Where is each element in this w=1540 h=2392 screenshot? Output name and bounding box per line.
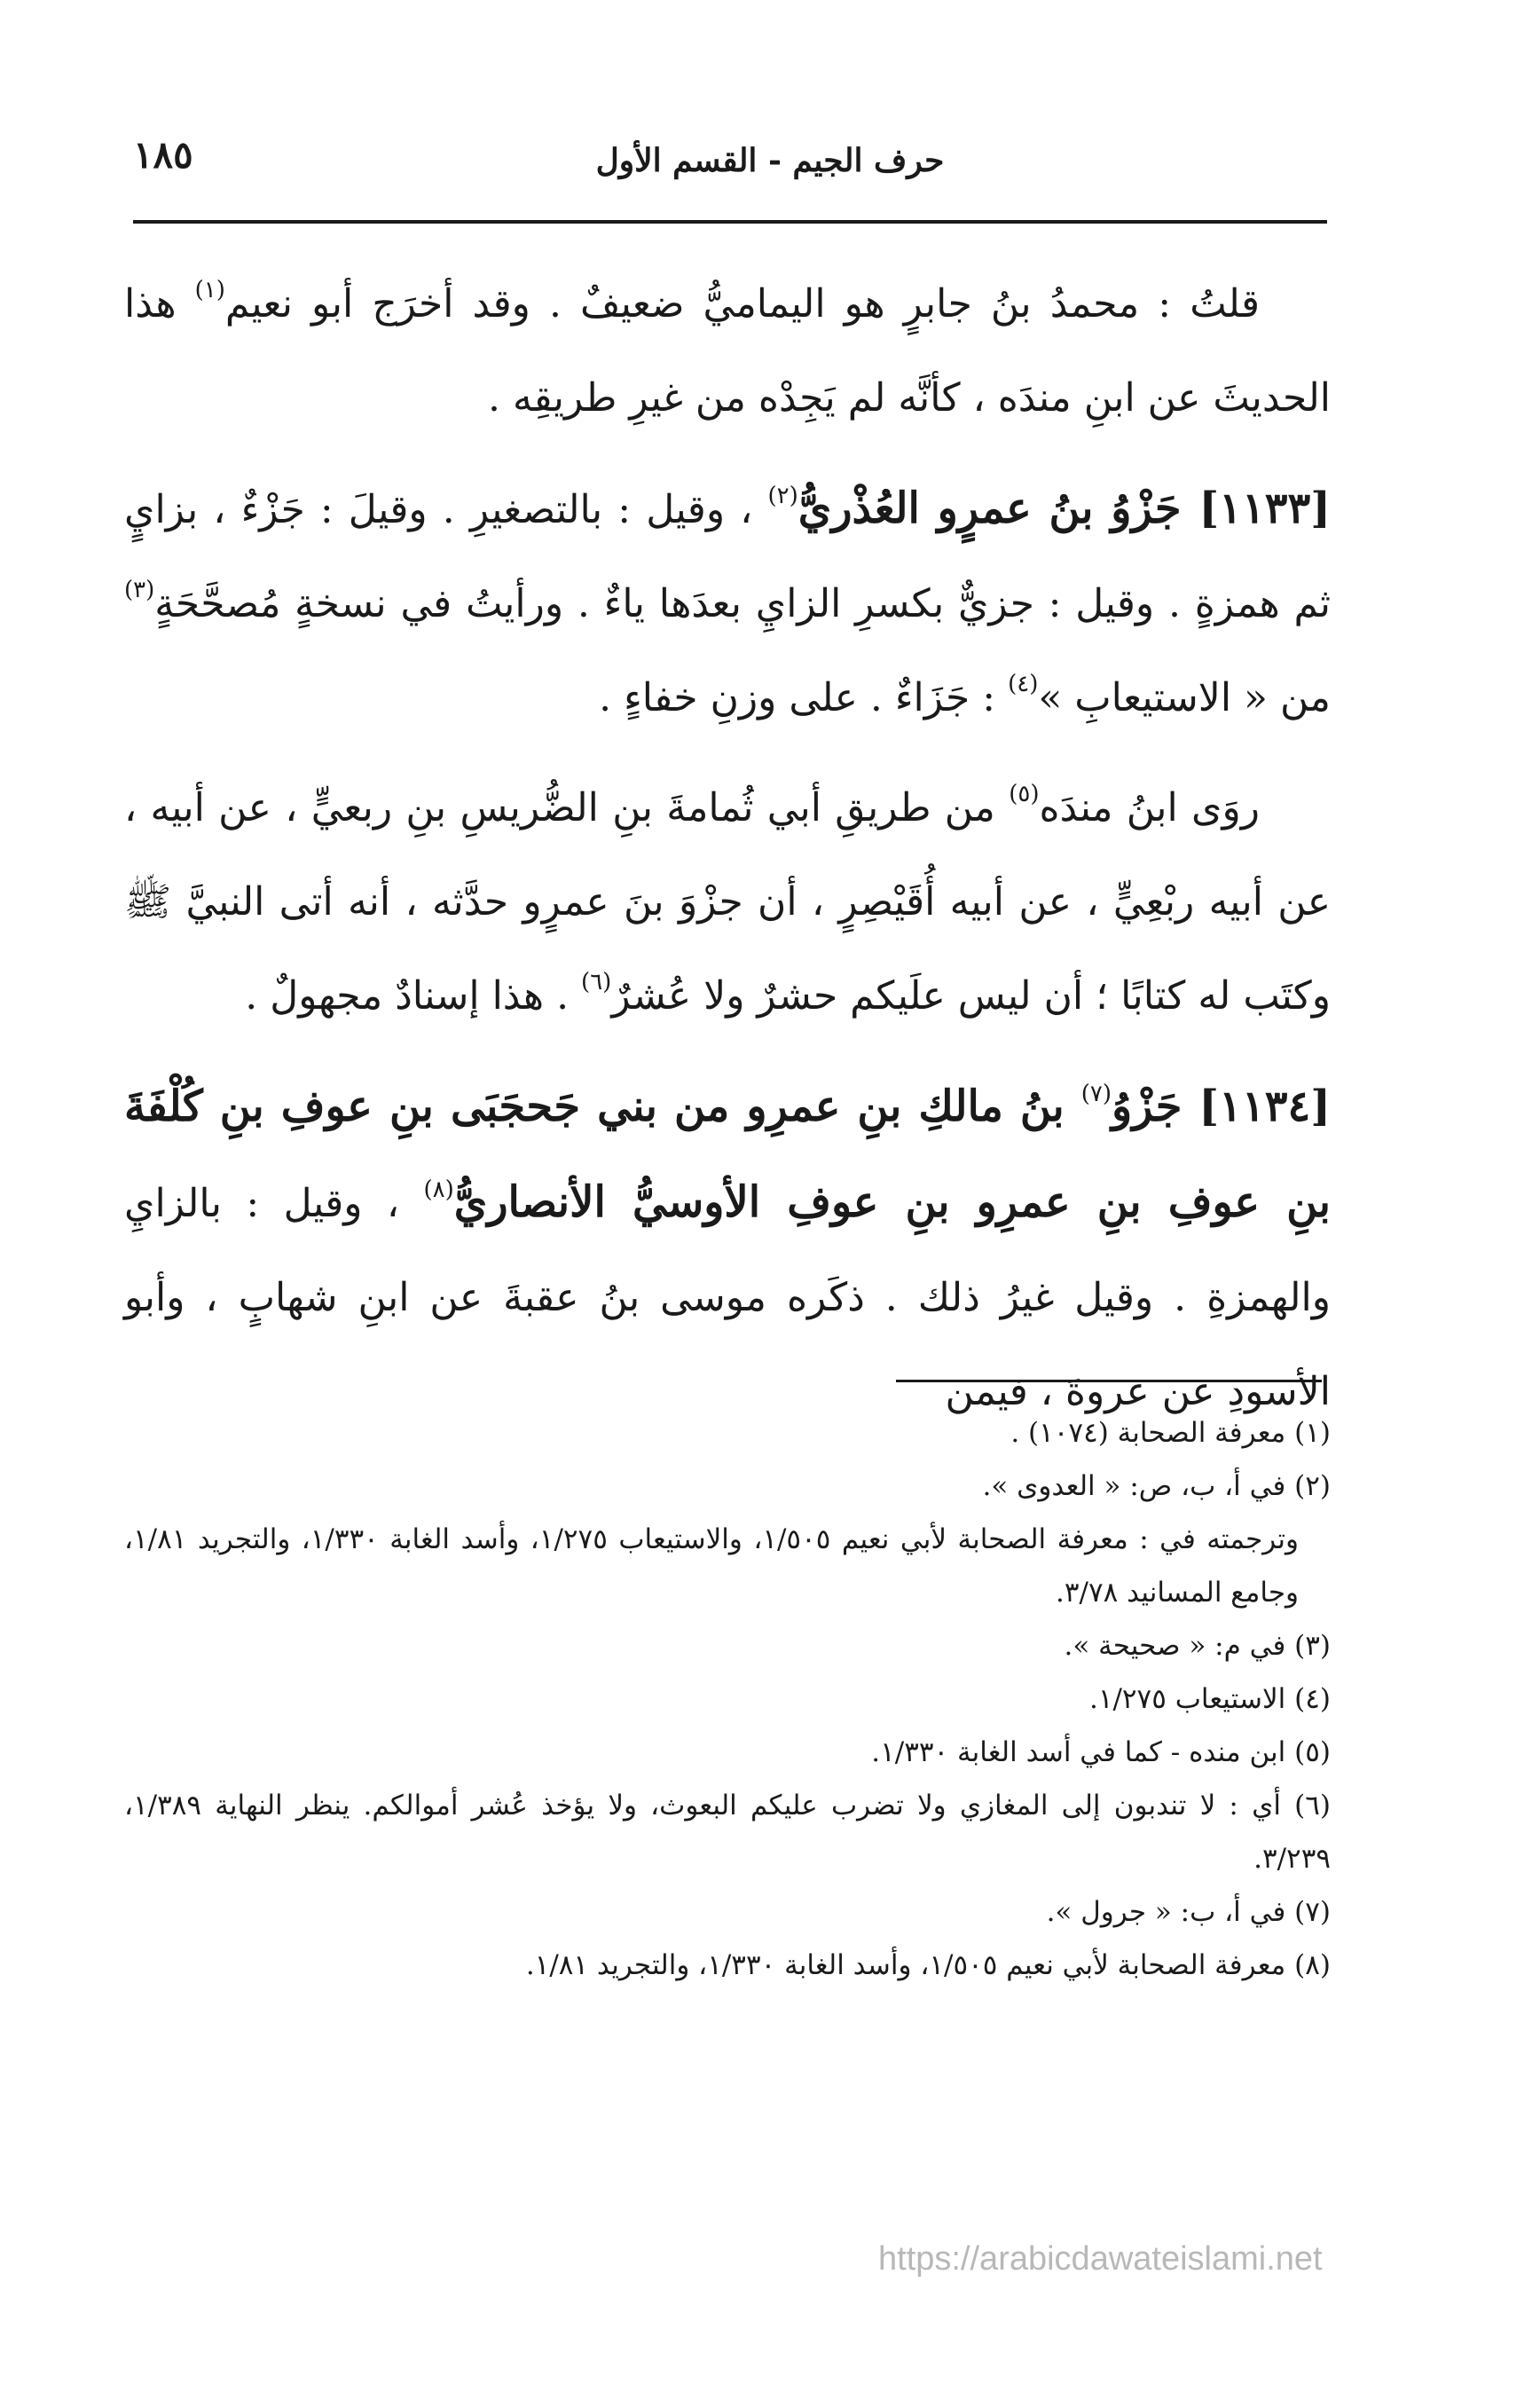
website-watermark: https://arabicdawateislami.net [878,2240,1323,2278]
footnote-8: (٨) معرفة الصحابة لأبي نعيم ١/٥٠٥، وأسد الغابة ١/٣٣٠، والتجريد ١/٨١. [525,1949,1331,1981]
header-divider [133,220,1327,224]
footnote-divider [896,1380,1322,1382]
footnote-ref: (٣) [124,577,155,603]
paragraph-narration [124,761,1331,1043]
footnote-2: (٢) في أ، ب، ص: « العدوى ». [982,1470,1331,1502]
text-segment: : جَزَاءٌ . على وزنِ خفاءٍ . [599,675,1009,720]
footnote-4: (٤) الاستيعاب ١/٢٧٥. [1088,1683,1331,1715]
footnote-7: (٧) في أ، ب: « جرول ». [1046,1896,1331,1928]
footnote-1: (١) معرفة الصحابة (١٠٧٤) . [1010,1417,1331,1449]
footnote-ref: (٤) [1008,671,1039,697]
footnotes [124,1406,1331,1992]
text-segment: روَى ابنُ مندَه [1039,785,1260,830]
text-segment: ، وقيل : بالزايِ والهمزةِ . وقيل غيرُ ذلك . ذكَره موسى بنُ عقبةَ عن ابنِ شهابٍ ، وأبو الأسودِ عن عروةَ ، فيمن [124,1181,1331,1414]
text-segment: ، وقيل : بالتصغيرِ . وقيلَ : جَزْءٌ ، بزايٍ ثم همزةٍ . وقيل : جزيٌّ بكسرِ الزايِ بعدَها ياءٌ . ورأيتُ في نسخةٍ مُصحَّحَةٍ [124,487,1331,626]
footnote-ref: (٥) [1009,781,1040,807]
footnote-6: (٦) أي : لا تندبون إلى المغازي ولا تضرب عليكم البعوث، ولا يؤخذ عُشر أموالكم. ينظر النهاية ١/٣٨٩، ٣/٢٣٩. [124,1790,1331,1875]
text-segment: . هذا إسنادٌ مجهولٌ . [245,973,582,1019]
text-segment: من « الاستيعابِ » [1038,675,1331,720]
footnote-2-continued: وترجمته في : معرفة الصحابة لأبي نعيم ١/٥٠٥، والاستيعاب ١/٢٧٥، وأسد الغابة ١/٣٣٠، والتجريد ١/٨١، وجامع المسانيد ٣/٧٨. [124,1523,1300,1609]
running-title: حرف الجيم - القسم الأول [595,142,945,179]
footnote-ref: (٧) [1080,1081,1112,1107]
footnote-3: (٣) في م: « صحيحة ». [1064,1630,1331,1662]
footnote-ref: (٨) [423,1176,454,1203]
paragraph-comment [124,257,1331,445]
entry-heading: [١١٣٣] جَزْوُ بنُ عمرٍو العُذْريُّ [798,484,1331,533]
text-segment: قلتُ : محمدُ بنُ جابرٍ هو اليماميُّ ضعيفٌ . وقد أخرَج أبو نعيم [224,281,1260,327]
footnote-ref: (٦) [581,969,612,995]
page-number: ١٨٥ [133,133,193,177]
entry-1133 [124,461,1331,745]
main-text [124,257,1331,1455]
footnote-ref: (٢) [767,483,798,509]
footnote-5: (٥) ابن منده - كما في أسد الغابة ١/٣٣٠. [871,1736,1331,1768]
entry-heading: [١١٣٤] جَزْوُ [1112,1082,1331,1131]
footnote-ref: (١) [194,277,225,303]
text-segment: هذا الحديثَ عن ابنِ مندَه ، كأنَّه لم يَجِدْه من غيرِ طريقِه . [124,281,1331,421]
entry-heading-cont: بنُ مالكِ بنِ عمرِو من بني جَحجَبَى بنِ عوفِ بنِ كُلْفَةَ بنِ عوفِ بنِ عمرِو بنِ عوفِ الأوسيُّ الأنصاريُّ [124,1082,1331,1227]
text-segment: من طريقِ أبي ثُمامةَ بنِ الضُّريسِ بنِ ربعيٍّ ، عن أبيه ، عن أبيه ربْعِيٍّ ، عن أبيه أُقَيْصِرٍ ، أن جزْوَ بنَ عمرٍو حدَّثه ، أنه أتى النبيَّ ﷺ وكتَب له كتابًا ؛ أن ليس علَيكم حشرٌ ولا عُشرٌ [124,785,1331,1019]
